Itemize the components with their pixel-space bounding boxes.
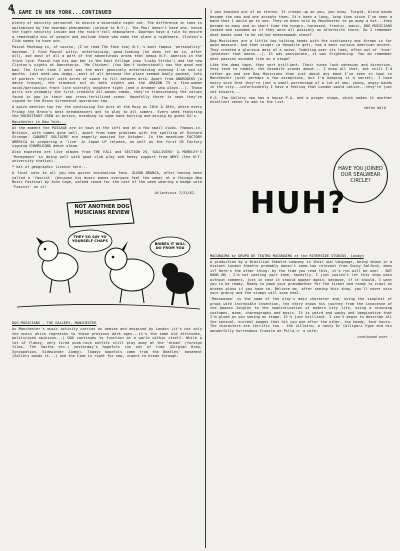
column-divider	[205, 8, 206, 548]
review-text: As Manchester's music activity carries on demise and despised by London (it's not only the music which regresses to these previous dark ages...it's the same old attitudes, politicised opinions...) DOG continues to function as a world within itself. While a lot of flakey, very tired punk-rock outfits still play away at the 'dread' (foreign films, The Smiths etc.) yesterday's hopefuls run out of time (Dirgian Brew, Syncopation, Sidewinder Jimmy). Todays hopefuls come from the Beatles' basement (Gallery bands it...) and the time is right for new, urgent to break through.	[12, 327, 202, 358]
section-heading: Manchester in New York...	[12, 120, 67, 124]
huh-heading: HUH?	[250, 185, 346, 221]
paragraph: Dog Musicians are a little too talking heads with the stationary one thrown in for good measure. And that singer (a Gesodile get), has a most curious American accent. They created a glorious mess of a noise. Tumbling over its lead, often out of 'tune' (whatever that means...). It was passionate, it was frightening. You do remember what passion sounded like on a stage?	[210, 38, 392, 61]
dog-cartoon	[12, 197, 202, 319]
page-number: 4	[8, 4, 15, 14]
paragraph: I was knocked out of my stereo. It creeps up on you, you know. Turgid, blind bands become the new and one accepts them. It's been a long, long time since I've seen a band that I would go to see. They've been told by Manchester to go away a bit...they became so many and in short time the hungry, harassed, frantic, manic, DOG MUSICIANS looked and sounded as if they were all possibly an afterbirth there. Do I remember what bands used to be called eeeeeaaaaah stone?	[210, 10, 392, 37]
cartoon-banner: NOT ANOTHER DOG MUSICIANS REVIEW	[74, 204, 130, 216]
paragraph: plenty of security personnel to ensure a miserable night out. The difference in tone is epitomised by the doorman phenomenon (unique to N.Y.). The Pep! doesn't have one, hence the tight security inside and the rock'n'roll atmosphere. Doorman have a rule to ensure a remarkable mix of people and exclude those who make the place a nightmare. Clinton's Club seems to have one.	[12, 21, 202, 43]
paragraph: Also expected are live albums from THE FALL and SECTION 25, GULLIVERS' & MORELEY'S 'Honeymoon' is doing well with good club play and heavy support from WNYC (the N.Y. university station).	[12, 150, 202, 163]
review-title: DOG MUSICIANS - THE GALLERY, MANCHESTER	[12, 321, 97, 325]
paragraph: At the moment the PASSAGE are in town at the Left and at a few small clubs. Famous-in-Britain, with names gone well, apart from some problems with the spelling of Richard Strange. CABARET VOLTAIRE are eagerly awaited for October. In the meantime FACTORY AMERICA is preparing a 'live' in Japan LP release, as well as the first US Factory signing CHAMELEONS debut album.	[12, 126, 202, 148]
continued-note: continued over ☞	[357, 335, 392, 339]
signature: Atlanticus 7/31/82.	[154, 190, 196, 195]
speech-bubble-left: THEY SO SAY YO YOURSELF CHAPS	[72, 235, 108, 243]
review-paragraph: A production by a Brazilian theatre company in their own language, being shown in a distant London theatre probably doesn't seem too relevant from Sunny Salford, does it? Here's the other thing: by the time you read this, it's run will be over - BUT HANG ON - I'm not wasting your time, honestly. I just couldn't let this show pass without comment, just in case it should appear again, because, if it should, I want you to be ready. Ready to pawn your grandmother for the ticket and ready to crawl on broken glass if you have to. Believe me, after seeing this show, you'll never miss your granny and the stumps will soon heal.	[210, 259, 392, 295]
paragraph: Pascal Montaug is, of course, (I've read The Face too) N.Y.'s most famous 'personality' doorman. I find Pascal witty, entertaining, good-looking (he does let me in, after all), but most of all a part of the adventurous areas that keeps N.Y. America in the front line. Pascal has his own bar in the East Village (now 'Lucky Strike') and the new Clinton's nights at Danceteria. 'Mo Chicken' (You Don't Understand!) has the good and bad. The first time I went was the most genuinely entertaining evening I've had in months. Last week was dodgy...most of all because the place seemed badly packed, lots of punters 'stylish' with acres of space to fill between acts. Apart from ANDRONIKS (a dance troupe), the standout act on both nights was the AMAZON TV a five-woman vocal/percussion front line scarcely anywhere tight (and a drummer who plays...). Those girls are probably the first credible all-woman combo, they're transcending the values found in pop in their own cross-fertilized scene. Hopefully there is news they've signed to the Bronx Screenshot operation too.	[12, 45, 202, 103]
paragraph: P.S. The Gallery now has a house P.A. and a proper stage, which makes it another excellent venue to add to the list.	[210, 95, 392, 104]
footnote: * bit of geographic licence here...	[12, 165, 88, 169]
review-title: MACUNAIMA by GRUPO DE TEATRO MACUNAIMA at the RIVERSIDE STUDIOS, London	[210, 253, 364, 258]
right-column	[210, 10, 392, 548]
signature: Helen Wilk	[364, 106, 386, 110]
article-title: A GAME IN NEW YORK...CONTINUED	[12, 10, 112, 16]
paragraph: A final note to all you new guitar minimalism fans. GLENN BRANCA, after having been called a 'fascist' (because his music makes everyone feel the same) at a Chicago New Music Festival by John Cage, walked round for the rest of the week wearing a badge with 'Fascist' on it!	[12, 171, 202, 189]
left-column	[12, 10, 202, 548]
huh-block	[210, 112, 392, 254]
title-rule	[12, 18, 202, 19]
speech-bubble-right: BRIBES IT WILL DO FROM YOU	[154, 242, 186, 250]
circle-badge: HAVE YOU JOINED OUR SEALWEAR CIRCLE?	[333, 148, 388, 203]
paragraph: A quick mention too for the continuing Ice acts at the Roxy on 18th & 10th, where every Friday the Bronx's best breakdancers get to play to all comers. Every week featuring the ROCKSTEADY CREW in action, breaking to some hand butting and mixing by guest DJ's.	[12, 105, 202, 118]
paragraph: Like the demo tape, they sort brilliant. Their tunes lack cohesion and direction, they tend to ramble, the Gesodile stands about... I know all that, but still I'd rather go and see Dog Musicians than just about any band I've seen in town in Manchester (with perhaps a few exceptions, but I'm keeping it a secret). I have every such that they're just a small percentage of a lot of new, young, angry bands in the city...unfortunately I have a feeling that London would notice...they're just not kissers...	[210, 62, 392, 94]
review-paragraph: 'Macunaima' is the name of the play's main character and, using the simplest of props with incredible invention, the story shows his journey from the innocence of the Amazon Jungles to the sophistication of modern city life, using a stunning costumes, mime, choreography and music. It is weird and wacky and imaginative that I'm glued as you seeing on stage. It's just brilliant. I can't begin to describe all the sensual, surreal images that hit you one after the other, too heady, four hours. The characters are terrific too - the villains; a nasty Dr Calligari type and his wonderfully horrendous Crumile de Pilla n' a wife;	[210, 297, 392, 333]
